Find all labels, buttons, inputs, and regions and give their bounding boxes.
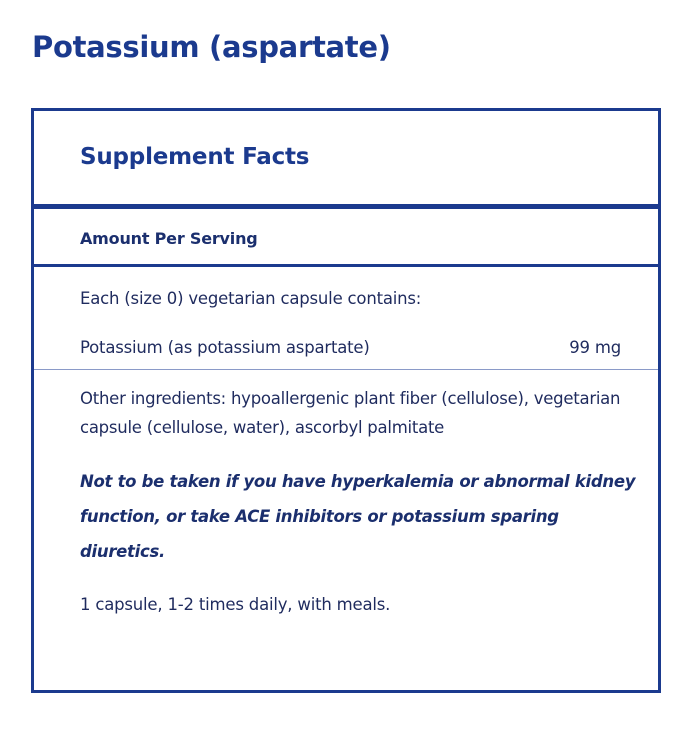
additional-info-section xyxy=(34,370,658,614)
ingredient-row xyxy=(80,338,621,357)
serving-contents-section xyxy=(34,267,658,370)
serving-description: Each (size 0) vegetarian capsule contains: xyxy=(80,289,422,308)
supplement-facts-panel xyxy=(31,108,661,693)
other-ingredients-text: Other ingredients: hypoallergenic plant fiber (cellulose), vegetarian capsule (cellulose, water), ascorbyl palmitate xyxy=(80,389,621,437)
amount-per-serving-row xyxy=(34,209,658,267)
ingredient-amount: 99 mg xyxy=(569,338,621,357)
directions-text: 1 capsule, 1-2 times daily, with meals. xyxy=(80,595,391,614)
supplement-facts-header xyxy=(34,111,658,209)
warning-text: Not to be taken if you have hyperkalemia or abnormal kidney function, or take ACE inhibitors or potassium sparing diuretics. xyxy=(80,472,636,561)
supplement-facts-title: Supplement Facts xyxy=(80,144,310,170)
product-title: Potassium (aspartate) xyxy=(32,30,391,64)
ingredient-name: Potassium (as potassium aspartate) xyxy=(80,338,370,357)
amount-per-serving-label: Amount Per Serving xyxy=(80,229,258,248)
